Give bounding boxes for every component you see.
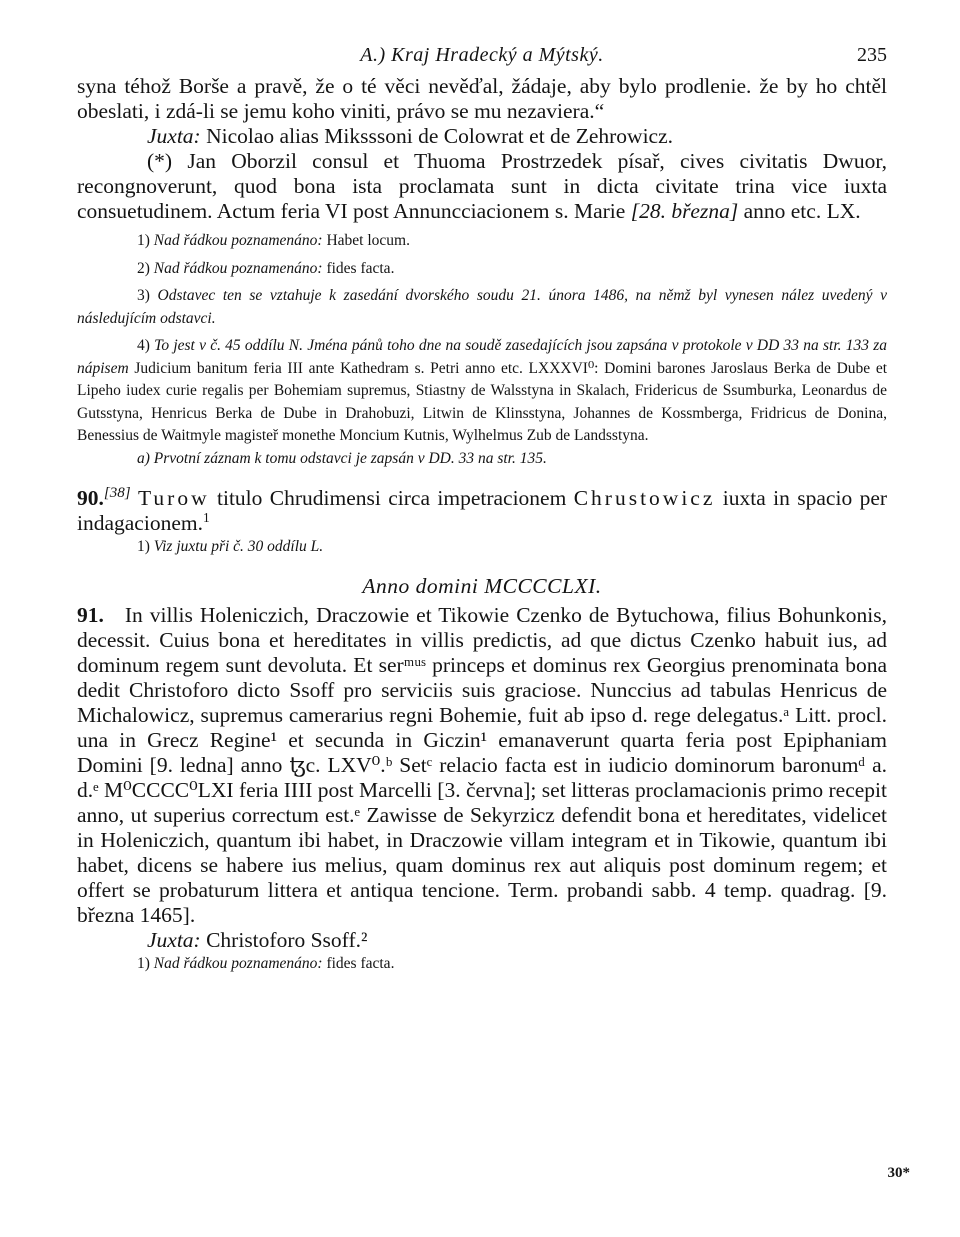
page bbox=[77, 44, 887, 975]
entry-91-text bbox=[77, 603, 887, 928]
footnote-1 bbox=[77, 230, 887, 253]
year-heading: Anno domini MCCCCLXI. bbox=[362, 573, 602, 598]
entry-90-text bbox=[77, 486, 887, 536]
signature-mark: 30* bbox=[887, 1165, 910, 1181]
section-top bbox=[77, 74, 887, 224]
paragraph-juxta-top bbox=[77, 124, 887, 149]
entry-91-footnote bbox=[77, 953, 887, 976]
footnote-a bbox=[77, 448, 887, 471]
entry-90 bbox=[77, 486, 887, 536]
juxta-label: Juxta: bbox=[147, 124, 201, 148]
footnotes-top bbox=[77, 230, 887, 470]
footnote-2 bbox=[77, 258, 887, 281]
footnote-mark: 3) bbox=[137, 287, 150, 304]
footnote-4 bbox=[77, 335, 887, 448]
footnote-text: Habet locum. bbox=[326, 232, 410, 249]
entry-91 bbox=[77, 603, 887, 953]
page-number: 235 bbox=[857, 44, 887, 66]
footnote-label: Nad řádkou poznamenáno: bbox=[153, 232, 323, 249]
entry-90-footnote bbox=[77, 536, 887, 559]
footnote-text: fides facta. bbox=[326, 954, 395, 972]
footnote-mark: 1) bbox=[137, 954, 150, 972]
footnote-mark: 4) bbox=[137, 337, 150, 354]
footnote-ref: 1 bbox=[202, 509, 210, 525]
footnote-text: Odstavec ten se vztahuje k zasedání dvorského soudu 21. února 1486, na němž byl vynesen nález uvedený v následujícím odstavci. bbox=[77, 287, 888, 327]
date-bracket: [28. března] bbox=[630, 199, 739, 223]
entry-text: In villis Holeniczich, Draczowie et Tikowie Czenko de Bytuchowa, filius Bohunkonis, decessit. Cuius bona et hereditates in villis predictis, ad que dictus Czenko habuit ius, ad dominum regem sunt devoluta. Et serᵐᵘˢ princeps et dominus rex Georgius prenominata bona dedit Christoforo dicto Ssoff pro serviciis suis graciose. Nunccius ad tabulas Henricus de Michalowicz, supremus camerarius regni Bohemie, fuit ab ipso d. rege delegatus.ᵃ Litt. procl. una in Grecz Regine¹ et secunda in Giczin¹ emanaverunt quarta feria post Epiphaniam Domini [9. ledna] anno ꜩc. LXV⁰.ᵇ Setᶜ relacio facta est in iudicio dominorum baronumᵈ a. d.ᵉ M⁰CCCC⁰LXI feria IIII post Marcelli [3. června]; set litteras proclamacionis primo recepit anno, ut superius correctum est.ᵉ Zawisse de Sekyrzicz defendit bona et hereditates, videlicet in Holeniczich, quantum ibi habet, in Draczowie villam integram et in Tikowie, quantum ibi habet, dicens se habere ius melius, quam dominus rex aut aliquis post dominum regem; et offert se probaturum littera et antiqua tencione. Term. probandi sabb. 4 temp. quadrag. [9. března 1465]. bbox=[77, 602, 887, 927]
entry-text-end: iuxta in spacio per indagacionem. bbox=[77, 486, 888, 535]
entry-91-juxta bbox=[77, 928, 887, 953]
footnote-3 bbox=[77, 285, 887, 330]
entry-reference: [38] bbox=[103, 484, 131, 501]
footnote-text: Judicium banitum feria III ante Kathedram s. Petri anno etc. LXXXVI⁰: Domini barones Jaroslaus Berka de Dube et Lipeho iudex curie regalis per Bohemiam supremus, Stiastny de Walsstyna in Skalach, Fridericus de Ssumburka, Leonardus de Gutsstyna, Henricus Berka de Dube in Drahobuzi, Litwin de Klinsstyna, Johannes de Kossmberga, Fridricus de Donina, Benessius de Waitmyle magisteř monethe Moncium Kutnis, Wylhelmus Zub de Landsstyna. bbox=[77, 359, 888, 444]
paragraph-oborzil bbox=[77, 149, 887, 224]
paragraph-text: (*) Jan Oborzil consul et Thuoma Prostrzedek písař, cives civitatis Dwuor, recongnoverunt, quod bona ista proclamata sunt in dicta civitate trina vice iuxta consuetudinem. Actum feria VI post Annuncciacionem s. Marie bbox=[77, 149, 887, 223]
running-header bbox=[77, 44, 887, 74]
footnote-mark: a) bbox=[137, 449, 150, 467]
paragraph-text-end: anno etc. LX. bbox=[743, 199, 861, 223]
entry-name: Turow bbox=[138, 486, 210, 510]
juxta-text: Nicolao alias Miksssoni de Colowrat et de Zehrowicz. bbox=[206, 124, 674, 148]
footnote-text: fides facta. bbox=[326, 259, 395, 277]
footnote-mark: 1) bbox=[137, 538, 150, 555]
entry-number: 91. bbox=[77, 602, 104, 627]
juxta-label: Juxta: bbox=[147, 927, 201, 952]
footnote-text: Prvotní záznam k tomu odstavci je zapsán v DD. 33 na str. 135. bbox=[153, 449, 547, 467]
entry-number: 90. bbox=[77, 486, 104, 510]
footnote-text: Viz juxtu při č. 30 oddílu L. bbox=[153, 538, 324, 555]
running-title: A.) Kraj Hradecký a Mýtský. bbox=[360, 44, 604, 66]
footnote-label: Nad řádkou poznamenáno: bbox=[153, 954, 323, 972]
footnote-mark: 2) bbox=[137, 259, 150, 277]
entry-name-2: Chrustowicz bbox=[573, 486, 716, 510]
juxta-text: Christoforo Ssoff.² bbox=[206, 927, 368, 952]
footnote-mark: 1) bbox=[137, 232, 150, 249]
paragraph-continuation: syna téhož Borše a pravě, že o té věci nevěďal, žádaje, aby bylo prodlenie. že by ho chtěl obeslati, i zdá-li se jemu koho viniti, právo se mu nezaviera.“ bbox=[77, 74, 887, 123]
footnote-italic-text: To jest v č. 45 oddílu N. Jména pánů toho dne na soudě zasedajících jsou zapsána v protokole v DD 33 na str. 133 za nápisem bbox=[77, 337, 887, 377]
entry-text: titulo Chrudimensi circa impetracionem bbox=[217, 486, 567, 510]
footnote-label: Nad řádkou poznamenáno: bbox=[153, 259, 323, 277]
